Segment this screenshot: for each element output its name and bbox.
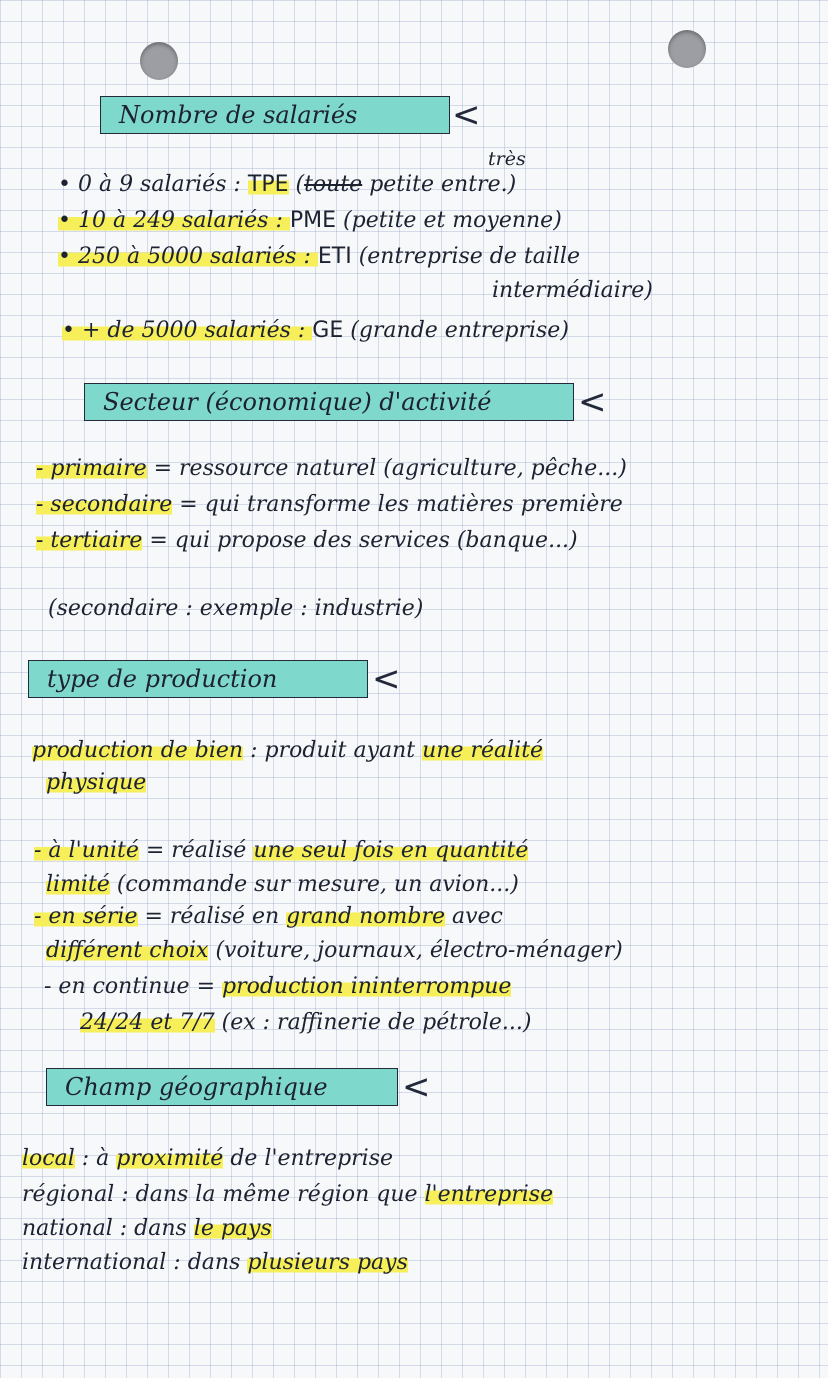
list-item: • + de 5000 salariés : GE (grande entreprise) (62, 318, 569, 343)
arrow-icon: < (578, 382, 607, 422)
binder-hole-left (140, 42, 178, 80)
list-item: local : à proximité de l'entreprise (22, 1146, 394, 1171)
binder-hole-right (668, 30, 706, 68)
arrow-icon: < (452, 95, 481, 135)
section-title-secteur (84, 383, 574, 421)
list-item: intermédiaire) (492, 278, 653, 303)
list-item: - primaire = ressource naturel (agriculture, pêche...) (36, 456, 627, 481)
list-item: - tertiaire = qui propose des services (banque...) (36, 528, 578, 553)
section-title-text: type de production (47, 665, 278, 693)
list-item: 24/24 et 7/7 (ex : raffinerie de pétrole...) (80, 1010, 532, 1035)
list-item: régional : dans la même région que l'entreprise (22, 1182, 554, 1207)
list-item: • 0 à 9 salariés : TPE (toute petite entre.) (58, 172, 517, 197)
list-item: national : dans le pays (22, 1216, 272, 1241)
list-item: - en série = réalisé en grand nombre avec (34, 904, 503, 929)
list-item: international : dans plusieurs pays (22, 1250, 408, 1275)
list-item: limité (commande sur mesure, un avion...) (46, 872, 519, 897)
arrow-icon: < (402, 1067, 431, 1107)
arrow-icon: < (372, 659, 401, 699)
list-item: - à l'unité = réalisé une seul fois en quantité (34, 838, 529, 863)
section-title-text: Nombre de salariés (119, 101, 358, 129)
list-item: • 10 à 249 salariés : PME (petite et moyenne) (58, 208, 562, 233)
definition-line: production de bien : produit ayant une réalité (32, 738, 544, 763)
section-title-salaries (100, 96, 450, 134)
list-item: - secondaire = qui transforme les matières première (36, 492, 623, 517)
example-note: (secondaire : exemple : industrie) (48, 596, 424, 621)
list-item: - en continue = production ininterrompue (44, 974, 512, 999)
section-title-production (28, 660, 368, 698)
section-title-geographique (46, 1068, 398, 1106)
section-title-text: Champ géographique (65, 1073, 328, 1101)
list-item: • 250 à 5000 salariés : ETI (entreprise de taille (58, 244, 580, 269)
section-title-text: Secteur (économique) d'activité (103, 388, 492, 416)
list-item: différent choix (voiture, journaux, électro-ménager) (46, 938, 623, 963)
definition-line: physique (46, 770, 147, 795)
superscript-note: très (488, 148, 526, 170)
